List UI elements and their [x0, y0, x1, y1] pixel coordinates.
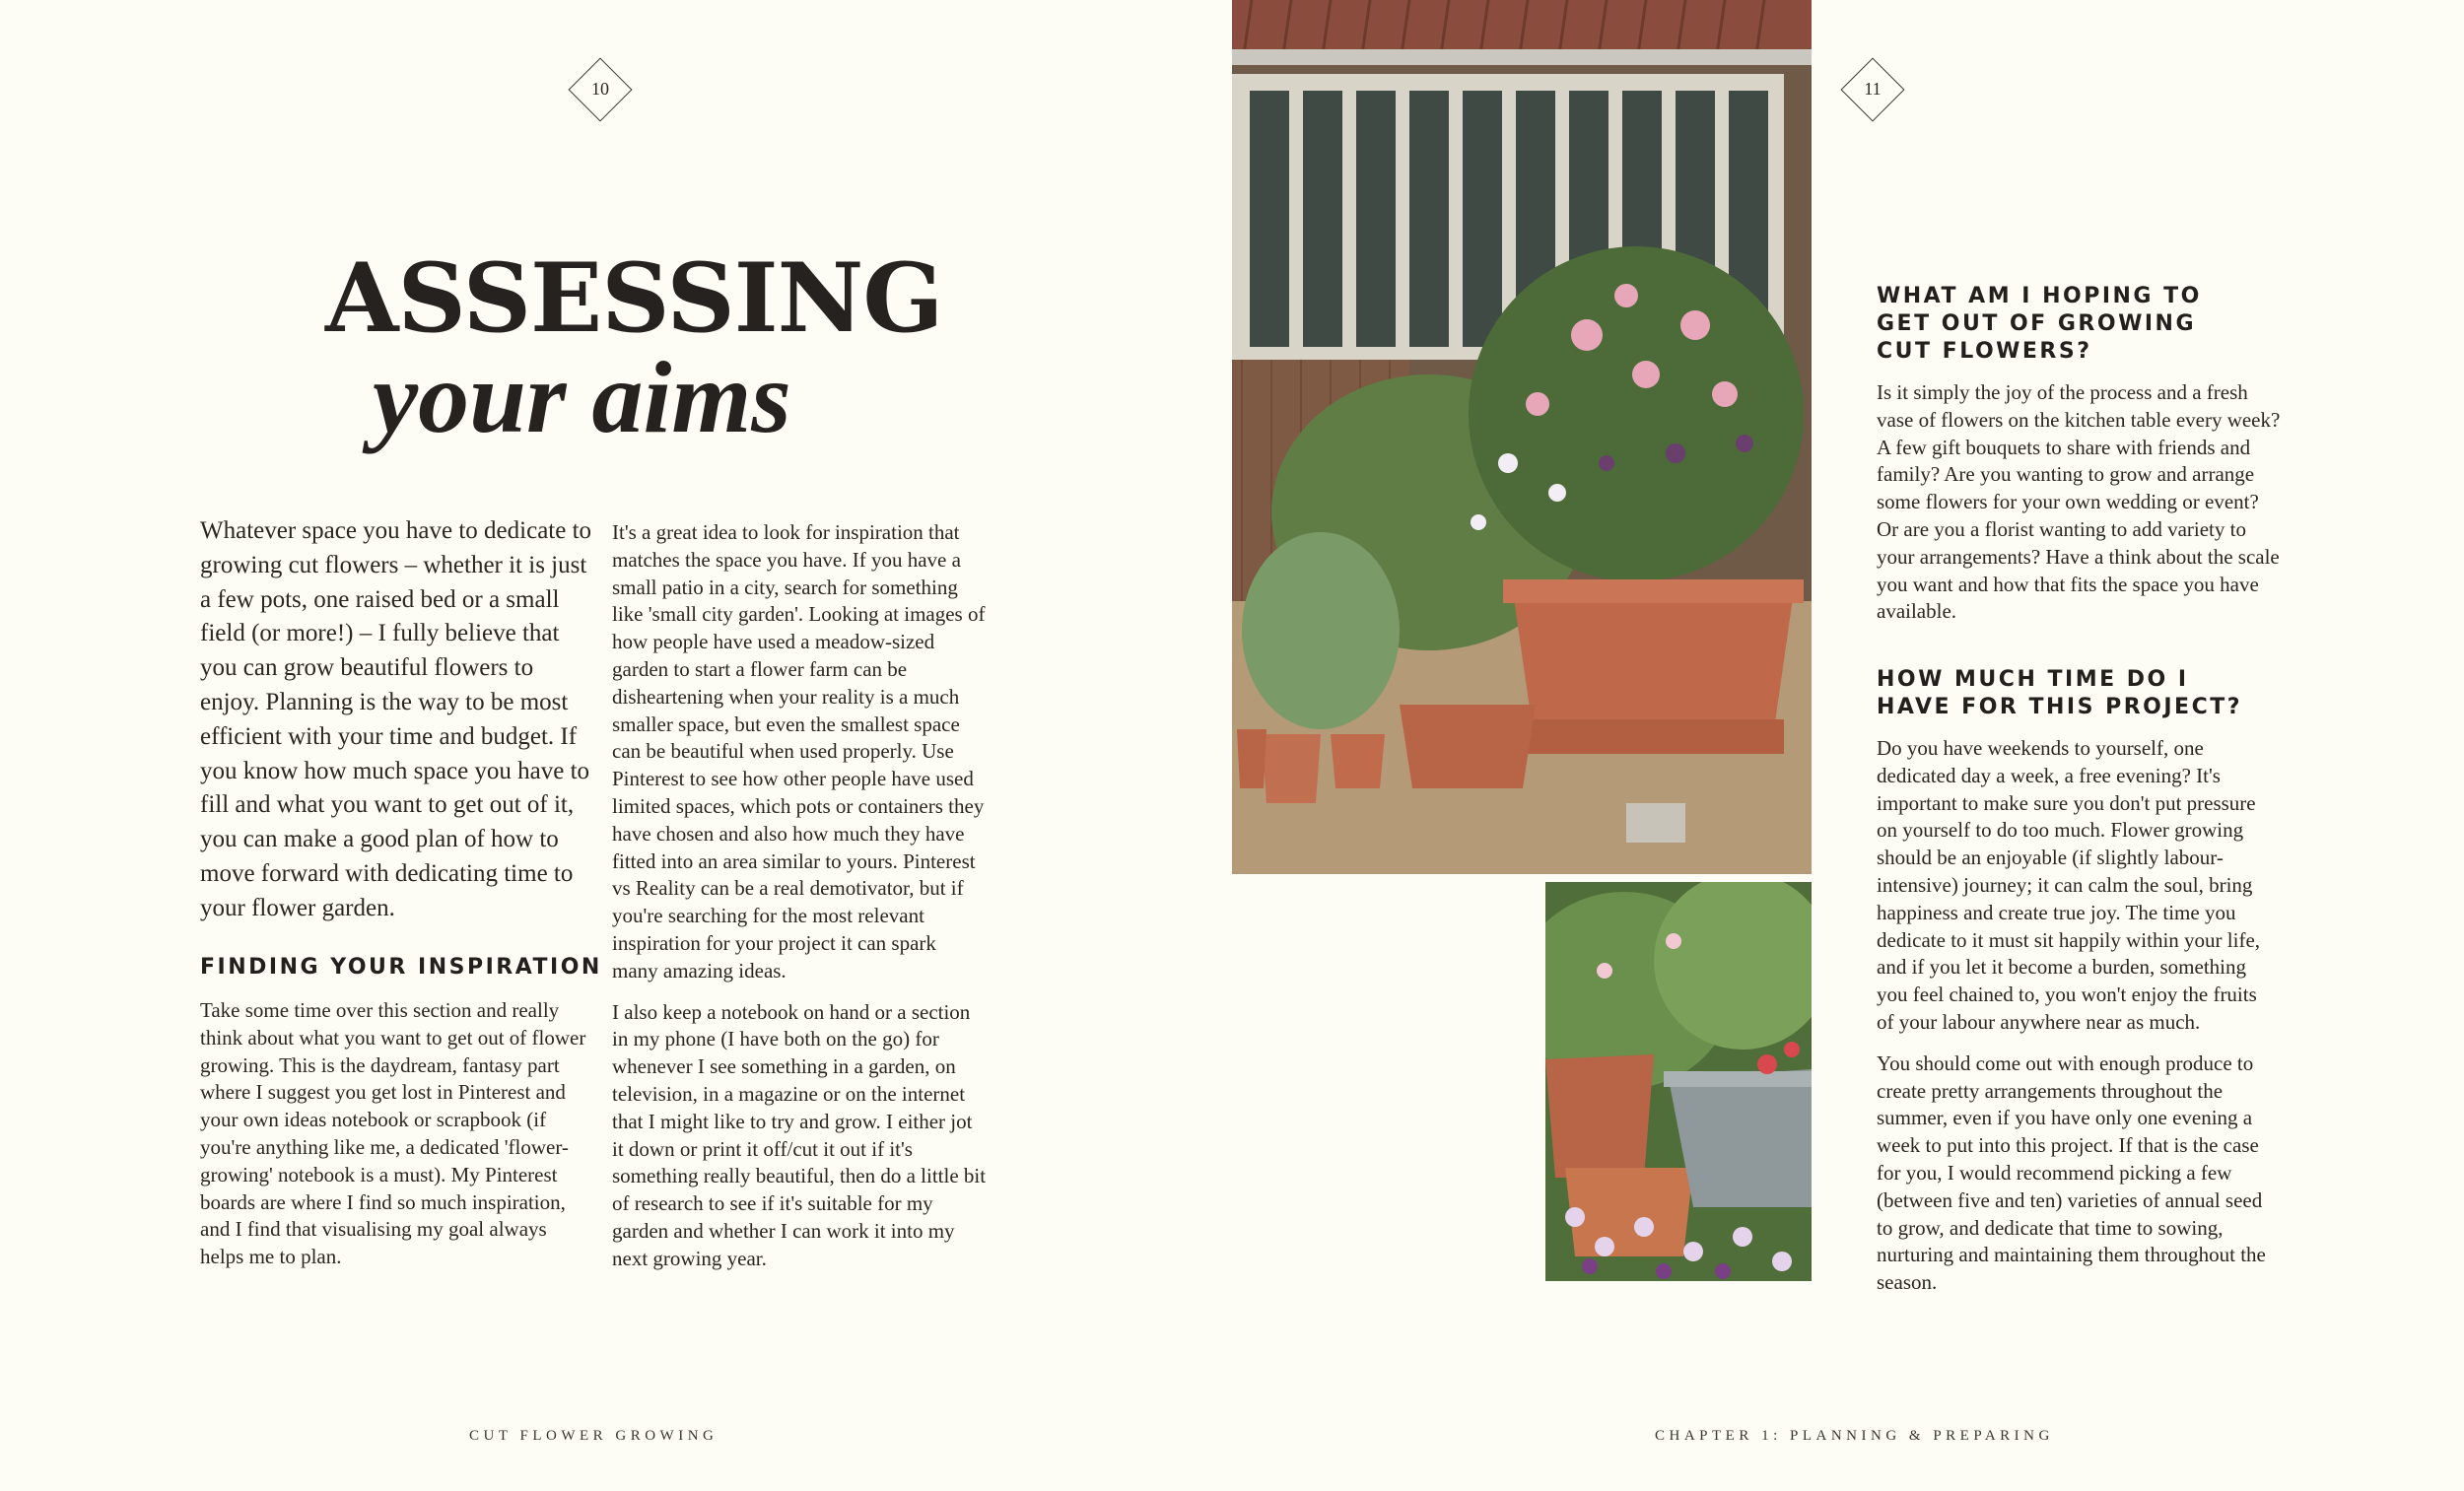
col2-paragraph-1: It's a great idea to look for inspiration that matches the space you have. If you have a small patio in a city, search for something like 'small city garden'. Looking at images of how people have used a meadow-sized garden to start a flower farm can be disheartening when your reality is a much smaller space, but even the smallest space can be beautiful when used properly. Use Pinterest to see how other people have used limited spaces, which pots or containers they have chosen and also how much they have fitted into an area similar to yours. Pinterest vs Reality can be a real demotivator, but if you're searching for the most relevant inspiration for your project it can spark many amazing ideas.	[612, 520, 986, 983]
section-heading-time: HOW MUCH TIME DO I HAVE FOR THIS PROJECT?	[1877, 667, 2242, 719]
column-right-text	[1877, 735, 2271, 1297]
chapter-subtitle: your aims	[373, 341, 791, 454]
paragraph-hopes: Is it simply the joy of the process and a fresh vase of flowers on the kitchen table every week? A few gift bouquets to share with friends and family? Are you wanting to grow and arrange some flowers for your own wedding or event? Or are you a florist wanting to add variety to your arrangements? Have a think about the scale you want and how that fits the space you have available.	[1877, 380, 2281, 624]
col2-paragraph-2: I also keep a notebook on hand or a section in my phone (I have both on the go) for whenever I see something in a garden, on television, in a magazine or on the internet that I might like to try and grow. I either jot it down or print it off/cut it out if it's something really beautiful, then do a little bit of research to see if it's suitable for my garden and whether I can work it into my next growing year.	[612, 999, 987, 1270]
col1-paragraph: Take some time over this section and really think about what you want to get out of flower growing. This is the daydream, fantasy part where I suggest you get lost in Pinterest and your own ideas notebook or scrapbook (if you're anything like me, a dedicated 'flower-growing' notebook is a must). My Pinterest boards are where I find so much inspiration, and I find that visualising my goal always helps me to plan.	[200, 998, 586, 1269]
page-number-left: 10	[591, 79, 609, 99]
column-1-text	[200, 997, 589, 1271]
paragraph-time: Do you have weekends to yourself, one dedicated day a week, a free evening? It's important to make sure you don't put pressure on yourself to do too much. Flower growing should be an enjoyable (if slightly labour-intensive) journey; it can calm the soul, bring happiness and create true joy. The time you dedicate to it must sit happily within your life, and if you let it become a burden, something you feel chained to, you won't enjoy the fruits of your labour anywhere near as much.	[1877, 736, 2261, 1034]
footer-book-title: CUT FLOWER GROWING	[469, 1428, 719, 1444]
right-page	[1232, 0, 2464, 1491]
page-number-right: 11	[1864, 79, 1882, 99]
paragraph-enough: You should come out with enough produce to create pretty arrangements throughout the summer, even if you have only one evening a week to put into this project. If that is the case for you, I would recommend picking a few (between five and ten) varieties of annual seed to grow, and dedicate that time to sowing, nurturing and maintaining them throughout the season.	[1877, 1050, 2266, 1295]
section-heading-hopes: WHAT AM I HOPING TO GET OUT OF GROWING CUT FLOWERS?	[1877, 284, 2202, 364]
lead-paragraph: Whatever space you have to dedicate to growing cut flowers – whether it is just a few pots, one raised bed or a small field (or more!) – I fully believe that you can grow beautiful flowers to enjoy. Planning is the way to be most efficient with your time and budget. If you know how much space you have to fill and what you want to get out of it, you can make a good plan of how to move forward with dedicating time to your flower garden.	[200, 517, 592, 921]
chapter-title: ASSESSING	[325, 242, 943, 354]
section-heading-inspiration: FINDING YOUR INSPIRATION	[200, 955, 602, 980]
column-2-text	[612, 519, 987, 1273]
footer-chapter-title: CHAPTER 1: PLANNING & PREPARING	[1655, 1428, 2054, 1444]
